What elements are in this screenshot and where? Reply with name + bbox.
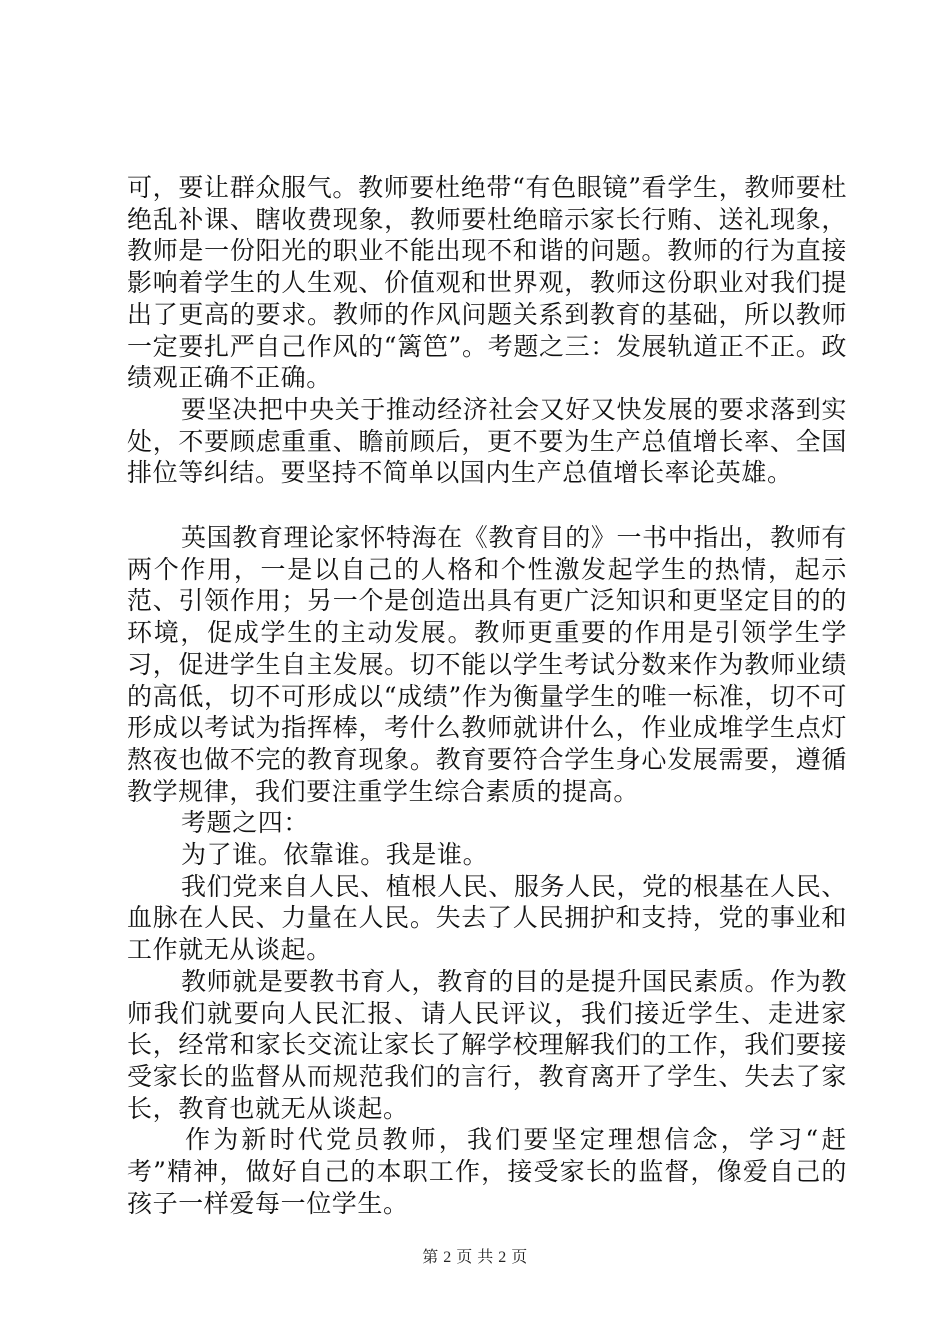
document-body (127, 172, 847, 1220)
paragraph: 为了谁。依靠谁。我是谁。 (181, 840, 489, 870)
paragraph: 作为新时代党员教师，我们要坚定理想信念，学习“赶考”精神，做好自己的本职工作，接受家长的监督，像爱自己的孩子一样爱每一位学生。 (127, 1125, 847, 1218)
page-number-footer: 第 2 页 共 2 页 (422, 1249, 528, 1266)
paragraph: 英国教育理论家怀特海在《教育目的》一书中指出，教师有两个作用，一是以自己的人格和个性激发起学生的热情，起示范、引领作用；另一个是创造出具有更广泛知识和更坚定目的的环境，促成学生的主动发展。教师更重要的作用是引领学生学习，促进学生自主发展。切不能以学生考试分数来作为教师业绩的高低，切不可形成以“成绩”作为衡量学生的唯一标准，切不可形成以考试为指挥棒，考什么教师就讲什么，作业成堆学生点灯熬夜也做不完的教育现象。教育要符合学生身心发展需要，遵循教学规律，我们要注重学生综合素质的提高。 (127, 523, 847, 806)
paragraph: 教师就是要教书育人，教育的目的是提升国民素质。作为教师我们就要向人民汇报、请人民评议，我们接近学生、走进家长，经常和家长交流让家长了解学校理解我们的工作，我们要接受家长的监督从而规范我们的言行，教育离开了学生、失去了家长，教育也就无从谈起。 (127, 966, 847, 1123)
paragraph: 要坚决把中央关于推动经济社会又好又快发展的要求落到实处，不要顾虑重重、瞻前顾后，更不要为生产总值增长率、全国排位等纠结。要坚持不简单以国内生产总值增长率论英雄。 (127, 394, 847, 488)
paragraph: 我们党来自人民、植根人民、服务人民，党的根基在人民、血脉在人民、力量在人民。失去了人民拥护和支持，党的事业和工作就无从谈起。 (127, 871, 847, 965)
paragraph: 可，要让群众服气。教师要杜绝带“有色眼镜”看学生，教师要杜绝乱补课、瞎收费现象，教师要杜绝暗示家长行贿、送礼现象，教师是一份阳光的职业不能出现不和谐的问题。教师的行为直接影响着学生的人生观、价值观和世界观，教师这份职业对我们提出了更高的要求。教师的作风问题关系到教育的基础，所以教师一定要扎严自己作风的“篱笆”。考题之三：发展轨道正不正。政绩观正确不正确。 (127, 173, 847, 393)
paragraph: 考题之四： (181, 808, 310, 838)
